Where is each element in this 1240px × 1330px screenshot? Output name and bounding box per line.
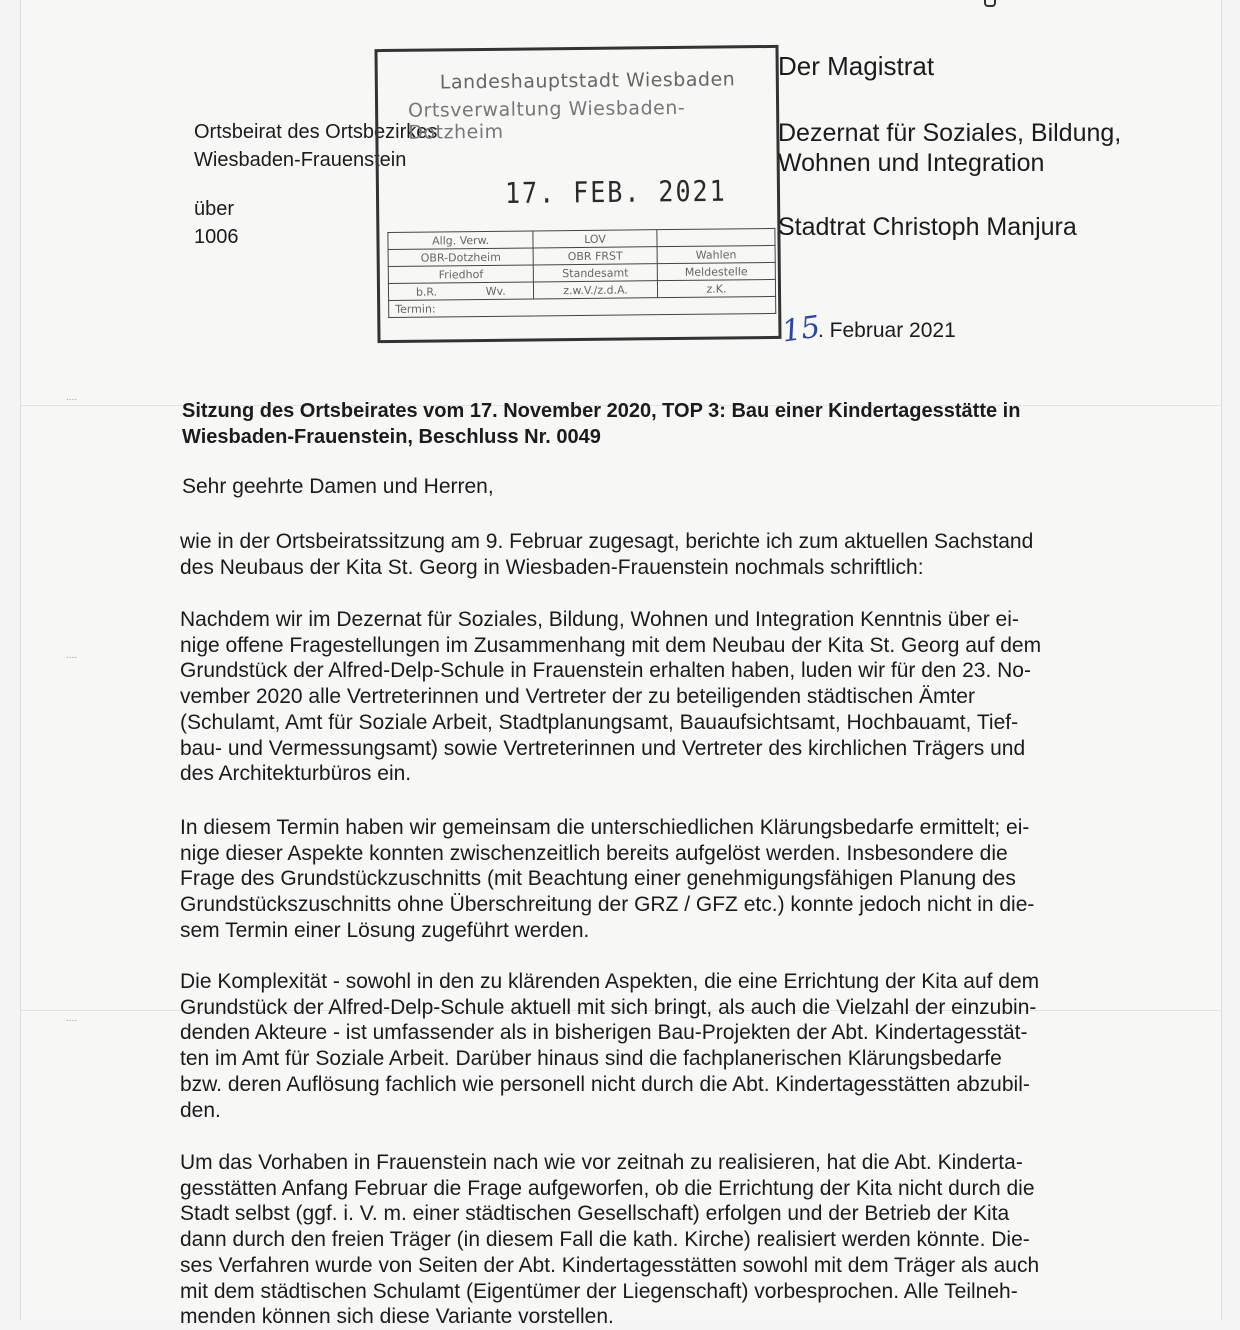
text-line: Grundstück der Alfred-Delp-Schule in Frauenstein erhalten haben, luden wir für den 23. No- <box>180 659 1031 683</box>
department-line: Wohnen und Integration <box>778 149 1045 177</box>
text-line: nige offene Fragestellungen im Zusammenhang mit dem Neubau der Kita St. Georg auf dem <box>180 633 1042 657</box>
body-paragraph <box>180 815 1125 944</box>
text-line: sem Termin einer Lösung zugeführt werden. <box>180 918 590 942</box>
text-line: Frage des Grundstückzuschnitts (mit Beachtung einer genehmigungsfähigen Planung des <box>180 867 1016 891</box>
stamp-cell: Wahlen <box>657 245 775 263</box>
stamp-cell: z.K. <box>657 279 775 297</box>
handwritten-day: 15 <box>779 309 823 350</box>
text-line: nige dieser Aspekte konnten zwischenzeitlich bereits aufgelöst werden. Insbesondere die <box>180 841 1008 865</box>
routing-code: 1006 <box>194 226 239 248</box>
subject-line <box>182 398 1112 450</box>
salutation: Sehr geehrte Damen und Herren, <box>182 475 494 498</box>
stamp-cell-part: Wv. <box>485 284 506 298</box>
text-line: ten im Amt für Soziale Arbeit. Darüber hinaus sind die fachplanerischen Klärungsbedarfe <box>180 1047 1002 1071</box>
text-line: In diesem Termin haben wir gemeinsam die unterschiedlichen Klärungsbedarfe ermittelt; ei- <box>180 816 1030 839</box>
corner-mark <box>984 0 996 7</box>
text-line: Die Komplexität - sowohl in den zu klärenden Aspekten, die eine Errichtung der Kita auf dem <box>180 970 1040 993</box>
recipient-org: Der Magistrat <box>778 51 935 81</box>
stamp-routing-grid <box>387 228 776 318</box>
text-line: Um das Vorhaben in Frauenstein nach wie vor zeitnah zu realisieren, hat die Abt. Kinderta- <box>180 1151 1023 1174</box>
routing-block <box>194 195 239 251</box>
subject-text: Wiesbaden-Frauenstein, Beschluss Nr. 0049 <box>182 426 601 448</box>
text-line: Nachdem wir im Dezernat für Soziales, Bildung, Wohnen und Integration Kenntnis über ei- <box>180 608 1019 631</box>
text-line: dann durch den freien Träger (in diesem Fall die kath. Kirche) realisiert werden könnte. Die- <box>180 1228 1030 1252</box>
text-line: bau- und Vermessungsamt) sowie Vertreterinnen und Vertreter des kirchlichen Trägers und <box>180 736 1026 760</box>
stamp-cell: Allg. Verw. <box>388 231 533 250</box>
stamp-cell: OBR-Dotzheim <box>388 248 533 267</box>
text-line: mit dem städtischen Schulamt (Eigentümer der Liegenschaft) vorbesprochen. Alle Teilneh- <box>180 1279 1018 1303</box>
receipt-stamp <box>374 45 781 343</box>
sender-line: Wiesbaden-Frauenstein <box>194 149 407 171</box>
margin-mark: .... <box>66 1013 78 1024</box>
body-paragraph <box>180 1150 1125 1330</box>
recipient-person: Stadtrat Christoph Manjura <box>778 213 1077 241</box>
text-line: wie in der Ortsbeiratssitzung am 9. Februar zugesagt, berichte ich zum aktuellen Sachstand <box>180 530 1034 553</box>
text-line: Stadt selbst (ggf. i. V. m. einer städtischen Gesellschaft) erfolgen und der Betrieb der Kita <box>180 1202 1010 1226</box>
department-line: Dezernat für Soziales, Bildung, <box>778 119 1122 147</box>
recipient-department <box>778 118 1121 178</box>
text-line: des Neubaus der Kita St. Georg in Wiesbaden-Frauenstein nochmals schriftlich: <box>180 555 924 579</box>
stamp-cell: Meldestelle <box>657 262 775 280</box>
body-paragraph <box>180 529 1125 580</box>
margin-mark: .... <box>66 650 78 661</box>
text-line: (Schulamt, Amt für Soziale Arbeit, Stadtplanungsamt, Bauaufsichtsamt, Hochbauamt, Tief- <box>180 710 1019 734</box>
text-line: Grundstück der Alfred-Delp-Schule aktuell mit sich bringt, als auch die Vielzahl der einzubin- <box>180 995 1037 1019</box>
stamp-cell: Friedhof <box>388 265 533 284</box>
stamp-cell: Standesamt <box>534 264 658 282</box>
stamp-cell <box>388 282 533 301</box>
stamp-termin: Termin: <box>389 296 776 317</box>
body-paragraph <box>180 607 1125 787</box>
text-line: Grundstückszuschnitts ohne Überschreitung der GRZ / GFZ etc.) konnte jedoch nicht in die- <box>180 893 1035 917</box>
routing-label: über <box>194 198 235 220</box>
text-line: ses Verfahren wurde von Seiten der Abt. Kindertagesstätten sowohl mit dem Träger als auch <box>180 1253 1040 1277</box>
text-line: den. <box>180 1098 221 1122</box>
stamp-cell: OBR FRST <box>533 247 657 265</box>
letter-date: . Februar 2021 <box>818 319 956 342</box>
subject-text: Sitzung des Ortsbeirates vom 17. November 2020, TOP 3: Bau einer Kindertagesstätte in <box>182 400 1021 422</box>
stamp-cell <box>657 228 775 246</box>
text-line: gesstätten Anfang Februar die Frage aufgeworfen, ob die Errichtung der Kita nicht durch die <box>180 1176 1035 1200</box>
text-line: bzw. deren Auflösung fachlich wie personell nicht durch die Abt. Kindertagesstätten abzubil- <box>180 1072 1030 1096</box>
margin-mark: .... <box>66 392 78 403</box>
text-line: vember 2020 alle Vertreterinnen und Vertreter der zu beteiligenden städtischen Ämter <box>180 685 975 709</box>
stamp-authority: Landeshauptstadt Wiesbaden <box>439 68 736 94</box>
sender-line: Ortsbeirat des Ortsbezirkes <box>194 121 438 143</box>
body-paragraph <box>180 969 1125 1123</box>
stamp-cell: LOV <box>533 230 657 248</box>
stamp-cell-part: b.R. <box>415 284 438 299</box>
text-line: menden können sich diese Variante vorstellen. <box>180 1305 614 1329</box>
stamp-cell: z.w.V./z.d.A. <box>534 281 658 299</box>
text-line: denden Akteure - ist umfassender als in bisherigen Bau-Projekten der Abt. Kindertagesstät- <box>180 1021 1028 1045</box>
stamp-office: Ortsverwaltung Wiesbaden-Dotzheim <box>408 96 686 144</box>
text-line: des Architekturbüros ein. <box>180 762 412 786</box>
stamp-date: 17. FEB. 2021 <box>504 174 727 210</box>
